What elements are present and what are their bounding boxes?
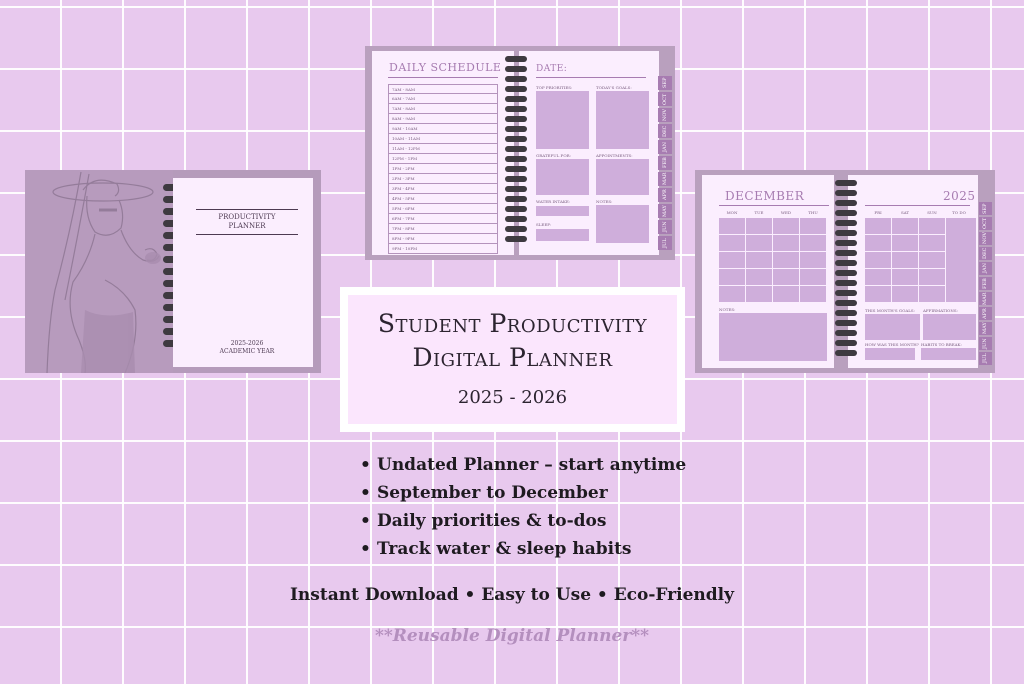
month-tab-nov[interactable]: NOV [979,232,992,245]
bullet-icon: • [360,483,371,503]
month-tab-oct[interactable]: OCT [979,217,992,230]
feature-text: Undated Planner – start anytime [377,455,687,475]
weekday-header: SAT [900,210,910,215]
calendar-day-cell [800,286,826,302]
notes-box [596,205,649,243]
calendar-day-cell [746,252,772,268]
bullet-icon: • [360,455,371,475]
date-rule [536,77,646,78]
calendar-grid-right [865,218,945,302]
calendar-day-cell [919,235,945,251]
habits-box [921,348,976,360]
month-tab-jan[interactable]: JAN [658,140,672,154]
title-years: 2025 - 2026 [457,387,568,408]
calendar-day-cell [892,235,918,251]
goals-label: TODAY'S GOALS: [596,85,632,90]
weekday-headers-right [865,210,972,215]
affirmations-label: AFFIRMATIONS: [923,308,958,313]
bullet-icon: • [360,511,371,531]
calendar-day-cell [919,286,945,302]
calendar-day-cell [773,235,799,251]
goals-box-month [865,314,920,340]
priorities-box [536,91,589,149]
feature-item [360,479,686,507]
month-tab-feb[interactable]: FEB [979,277,992,290]
time-slot: 11AM - 12PM [388,144,498,154]
time-slot: 1PM - 2PM [388,164,498,174]
month-tab-nov[interactable]: NOV [658,108,672,122]
month-rule-right [865,205,970,206]
tagline: Instant Download • Easy to Use • Eco-Friendly [289,585,734,605]
daily-title-rule [388,77,498,78]
time-slot: 2PM - 3PM [388,174,498,184]
month-tab-apr[interactable]: APR [658,188,672,202]
weekday-header: WED [780,210,792,215]
cover-rule-bottom [196,234,298,235]
time-slot: 5PM - 6PM [388,204,498,214]
calendar-day-cell [719,269,745,285]
calendar-day-cell [746,235,772,251]
month-rule-left [719,205,829,206]
month-year: 2025 [943,189,976,203]
weekday-header: TUE [754,210,764,215]
rate-stars [865,348,915,360]
goals-box [596,91,649,149]
monthly-notes-box [719,313,827,361]
calendar-day-cell [919,218,945,234]
feature-item [360,451,686,479]
calendar-day-cell [719,286,745,302]
appointments-box [596,159,649,195]
time-slots [388,84,498,254]
goals-label-month: THIS MONTH'S GOALS: [865,308,915,313]
calendar-day-cell [746,218,772,234]
time-slot: 7PM - 8PM [388,224,498,234]
calendar-day-cell [773,286,799,302]
weekday-header: MON [726,210,738,215]
calendar-day-cell [800,235,826,251]
title-line1: Student Productivity [377,309,648,338]
month-tab-mar[interactable]: MAR [658,172,672,186]
gratitude-label: GRATEFUL FOR: [536,153,571,158]
calendar-grid-left [719,218,826,302]
calendar-day-cell [746,286,772,302]
cover-year: 2025-2026 [230,340,264,347]
weekday-header: THU [808,210,818,215]
month-tab-jul[interactable]: JUL [979,352,992,365]
bullet-icon: • [360,539,371,559]
time-slot: 4PM - 5PM [388,194,498,204]
time-slot: 3PM - 4PM [388,184,498,194]
month-tab-jul[interactable]: JUL [658,236,672,250]
calendar-day-cell [865,269,891,285]
month-name: DECEMBER [725,189,805,203]
time-slot: 10AM - 11AM [388,134,498,144]
calendar-day-cell [865,286,891,302]
cover-title [196,213,298,231]
rate-label: HOW WAS THIS MONTH? [865,342,919,347]
feature-text: Daily priorities & to-dos [377,511,607,531]
month-tab-feb[interactable]: FEB [658,156,672,170]
monthly-mockup [695,170,995,373]
month-tab-sep[interactable]: SEP [979,202,992,215]
weekday-header: FRI [874,210,882,215]
calendar-day-cell [865,252,891,268]
calendar-day-cell [773,269,799,285]
month-tab-dec[interactable]: DEC [979,247,992,260]
calendar-day-cell [719,252,745,268]
reusable-note: **Reusable Digital Planner** [374,626,650,646]
time-slot: 7AM - 8AM [388,104,498,114]
gratitude-box [536,159,589,195]
cover-title-line2: PLANNER [228,222,266,230]
daily-schedule-mockup [365,46,675,260]
calendar-day-cell [865,235,891,251]
spiral-binding [505,56,527,246]
title-card [340,287,685,432]
calendar-day-cell [919,252,945,268]
feature-text: Track water & sleep habits [377,539,632,559]
todo-box [946,218,976,302]
weekday-header: SUN [927,210,937,215]
month-tab-apr[interactable]: APR [979,307,992,320]
fashion-illustration [25,170,173,373]
cover-title-line1: PRODUCTIVITY [218,213,276,221]
water-tracker [536,206,589,216]
month-tabs [658,76,670,252]
monthly-notes-label: NOTES: [719,307,736,312]
calendar-day-cell [773,252,799,268]
time-slot: 12PM - 1PM [388,154,498,164]
water-label: WATER INTAKE: [536,199,571,204]
calendar-day-cell [892,269,918,285]
calendar-day-cell [800,252,826,268]
title-line2: Digital Planner [412,343,613,372]
weekday-header: TO DO [952,210,966,215]
date-label: DATE: [536,64,568,74]
calendar-day-cell [746,269,772,285]
affirmations-box [923,314,976,340]
daily-title: DAILY SCHEDULE [389,61,502,74]
cover-subtitle: ACADEMIC YEAR [219,348,275,355]
month-tab-jun[interactable]: JUN [979,337,992,350]
time-slot: 9AM - 10AM [388,124,498,134]
priorities-label: TOP PRIORITIES: [536,85,573,90]
month-tab-sep[interactable]: SEP [658,76,672,90]
calendar-day-cell [892,252,918,268]
appointments-label: APPOINTMENTS: [596,153,633,158]
calendar-day-cell [800,269,826,285]
cover-rule-top [196,209,298,210]
calendar-day-cell [800,218,826,234]
month-tab-may[interactable]: MAY [658,204,672,218]
feature-item [360,535,686,563]
feature-item [360,507,686,535]
calendar-day-cell [865,218,891,234]
month-tabs [979,202,991,367]
habits-label: HABITS TO BREAK: [921,342,962,347]
cover-page [173,178,313,367]
cover-year-block [196,340,298,356]
sleep-label: SLEEP: [536,222,552,227]
calendar-day-cell [919,269,945,285]
month-tab-jun[interactable]: JUN [658,220,672,234]
feature-list [360,451,686,563]
month-tab-dec[interactable]: DEC [658,124,672,138]
month-tab-mar[interactable]: MAR [979,292,992,305]
time-slot: 9PM - 10PM [388,244,498,254]
calendar-day-cell [719,235,745,251]
time-slot: 8PM - 9PM [388,234,498,244]
month-tab-oct[interactable]: OCT [658,92,672,106]
time-slot: 6PM - 7PM [388,214,498,224]
notes-label: NOTES: [596,199,613,204]
calendar-day-cell [892,218,918,234]
time-slot: 8AM - 9AM [388,114,498,124]
feature-text: September to December [377,483,608,503]
calendar-day-cell [773,218,799,234]
weekday-headers-left [719,210,826,215]
time-slot: 7AM - 8AM [388,84,498,94]
month-tab-jan[interactable]: JAN [979,262,992,275]
time-slot: 6AM - 7AM [388,94,498,104]
spiral-binding [835,180,857,360]
calendar-day-cell [892,286,918,302]
month-tab-may[interactable]: MAY [979,322,992,335]
calendar-day-cell [719,218,745,234]
sleep-tracker [536,229,589,241]
